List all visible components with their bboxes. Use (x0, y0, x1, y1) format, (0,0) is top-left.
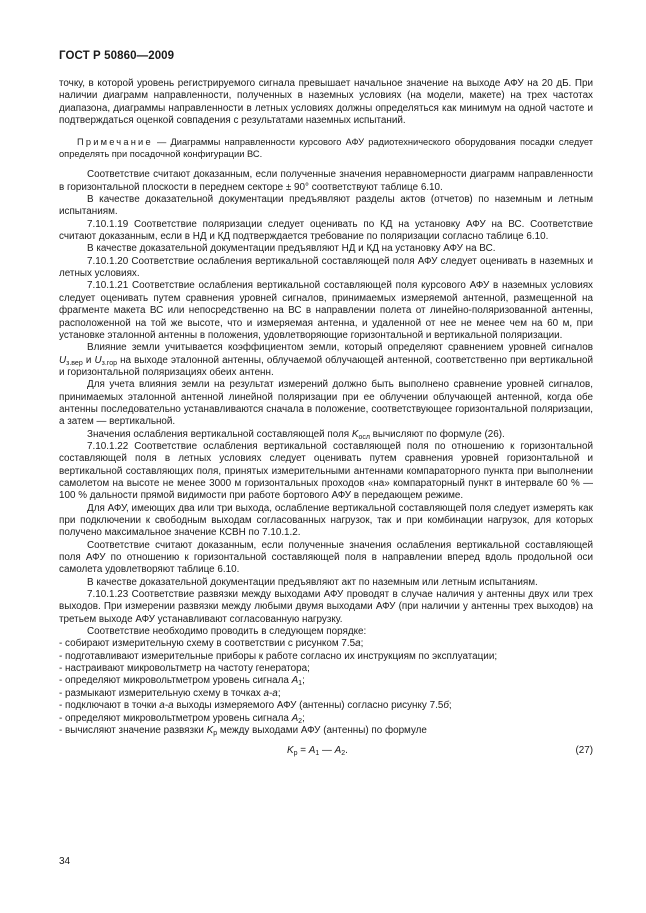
period: . (345, 745, 348, 757)
italic-letter: а-а (159, 700, 174, 712)
subscript: з.гор (101, 359, 117, 367)
italic-letter: а (355, 638, 361, 650)
subscript: осл (358, 433, 370, 441)
document-header: ГОСТ Р 50860—2009 (59, 50, 175, 62)
paragraph-formula-ref (59, 429, 593, 441)
clause-7-10-1-19: 7.10.1.19 Соответствие поляризации следует оценивать по КД на установку АФУ на ВС. Соответствие считают доказанным, если в НД и КД подтверждается требование по поляризации согласно таблице 6.10. (59, 218, 593, 243)
subscript: p (293, 750, 298, 758)
text: выходы измеряемого АФУ (антенны) согласно рисунку 7.5 (173, 700, 444, 712)
text: между выходами АФУ (антенны) по формуле (217, 724, 427, 736)
text: Влияние земли учитывается коэффициентом земли, который определяют сравнением уровней сигналов (87, 342, 593, 354)
symbol-u: U (94, 354, 102, 366)
text: и (82, 354, 95, 366)
clause-7-10-1-22: 7.10.1.22 Соответствие ослабления вертикальной составляющей поля по отношению к горизонтальной составляющей поля в летных условиях следует оценивать путем сравнения уровней горизонтальной и вертикальной составляющих поля, принятых измерительными антеннами компараторного пункта при выполнении самолетом на высоте не менее 3000 м горизонтальных проходов «на» компараторный пункт в интервале 60 % — 100 % дальности прямой видимости при работе бортового АФУ в передающем режиме. (59, 440, 593, 502)
paragraph: Соответствие необходимо проводить в следующем порядке: (87, 626, 367, 638)
page-body (59, 78, 593, 762)
symbol-a: A (291, 712, 299, 724)
text: вычисляют по формуле (26). (369, 428, 505, 440)
text: Значения ослабления вертикальной составляющей поля (87, 428, 352, 440)
list-item (59, 725, 593, 737)
text: ; (360, 638, 364, 650)
text: - размыкают измерительную схему в точках (59, 687, 264, 699)
symbol-k: K (206, 724, 214, 736)
symbol-a: A (308, 745, 316, 757)
formula-expression (287, 745, 348, 757)
note-text: — Диаграммы направленности курсового АФУ радиотехнического оборудования посадки следует определять при посадочной конфигурации ВС. (59, 137, 593, 160)
note-label: Примечание (77, 137, 153, 148)
clause-7-10-1-23: 7.10.1.23 Соответствие развязки между выходами АФУ проводят в случае наличия у антенны двух или трех выходов. При измерении развязки между любыми двумя выходами АФУ (при наличии у антенны трех выходов) на третьем выходе АФУ устанавливают согласованную нагрузку. (59, 589, 593, 625)
paragraph: В качестве доказательной документации предъявляют НД и КД на установку АФУ на ВС. (87, 243, 496, 255)
symbol-u: U (59, 354, 67, 366)
subscript: 1 (315, 750, 320, 758)
list-item: - настраивают микровольтметр на частоту генератора; (59, 663, 310, 675)
list-item (59, 675, 593, 687)
text: ; (302, 712, 305, 724)
clause-7-10-1-20: 7.10.1.20 Соответствие ослабления вертикальной составляющей поля АФУ следует оценивать в наземных и летных условиях. (59, 255, 593, 280)
subscript: p (213, 729, 218, 737)
paragraph: Соответствие считают доказанным, если полученные значения неравномерности диаграмм направленности в горизонтальной плоскости в переднем секторе ± 90° соответствуют таблице 6.10. (59, 169, 593, 193)
subscript: з.вер (66, 359, 83, 367)
symbol-k: K (351, 428, 359, 440)
symbol-a: A (334, 745, 342, 757)
formula-number: (27) (575, 745, 593, 757)
paragraph-ground-effect (59, 342, 593, 379)
clause-7-10-1-21: 7.10.1.21 Соответствие ослабления вертикальной составляющей поля курсового АФУ в наземных условиях следует оценивать путем сравнения уровней сигналов, принимаемых измеряемой антенной, размещенной на фрагменте макета ВС или непосредственно на ВС в направлении полета от линейно-поляризованной антенны, расположенной на той же высоте, что и измеряемая антенна, и удаленной от нее не менее чем на 60 м, при установке эталонной антенны в положения, удовлетворяющие горизонтальной и вертикальной поляризации. (59, 280, 593, 341)
minus-sign: — (319, 745, 335, 757)
text: - подключают в точки (59, 700, 160, 712)
formula-27 (59, 742, 593, 762)
list-item (59, 638, 593, 650)
italic-letter: а-а (263, 687, 278, 699)
text: - определяют микровольтметром уровень сигнала (59, 712, 292, 724)
list-item (59, 700, 593, 712)
text: - собирают измерительную схему в соответствии с рисунком 7.5 (59, 638, 356, 650)
text: ; (448, 700, 452, 712)
note (59, 136, 593, 160)
list-item: - подготавливают измерительные приборы к работе согласно их инструкциям по эксплуатации; (59, 650, 498, 662)
list-item (59, 688, 593, 700)
paragraph: Для учета влияния земли на результат измерений должно быть выполнено сравнение уровней сигналов, принимаемых эталонной антенной линейной поляризации при ее облучении облучающей антенной, когда обе антенны последовательно устанавливаются сначала в положение, соответствующее горизонтальной поляризации, а затем — вертикальной. (59, 379, 593, 428)
paragraph: В качестве доказательной документации предъявляют акт по наземным или летным испытаниям. (87, 576, 538, 588)
text: на выходе эталонной антенны, облучаемой облучающей антенной, соответственно при вертикальной и горизонтальной поляризациях обеих антенн. (59, 354, 593, 378)
text: - вычисляют значение развязки (59, 724, 207, 736)
italic-letter: б (443, 700, 449, 712)
symbol-a: A (291, 675, 299, 687)
text: ; (302, 675, 305, 687)
paragraph: точку, в которой уровень регистрируемого сигнала превышает начальное значение на выходе АФУ на 20 дБ. При наличии диаграмм направленности, полученных в наземных условиях (на модели, макете) на трех частотах диапазона, диаграммы направленности в летных условиях должны определяться как минимум на одной частоте и подтверждаться оценкой совпадения с результатами наземных испытаний. (59, 78, 593, 127)
text: - определяют микровольтметром уровень сигнала (59, 675, 292, 687)
symbol-k: K (287, 745, 294, 757)
equals-sign: = (297, 745, 309, 757)
text: ; (277, 687, 281, 699)
paragraph: Для АФУ, имеющих два или три выхода, ослабление вертикальной составляющей поля следует измерять как при подключении к свободным выходам согласованных нагрузок, так и при комбинации нагрузок, для которых получено максимальное значение КСВН по 7.10.1.2. (59, 502, 593, 539)
paragraph: Соответствие считают доказанным, если полученные значения ослабления вертикальной составляющей поля АФУ по отношению к горизонтальной составляющей поля в направлении вперед вдоль продольной оси самолета удовлетворяют таблице 6.10. (59, 539, 593, 576)
subscript: 2 (298, 717, 303, 725)
subscript: 2 (341, 750, 346, 758)
list-item (59, 713, 593, 725)
subscript: 1 (298, 680, 303, 688)
page-number: 34 (59, 856, 71, 867)
paragraph: В качестве доказательной документации предъявляют разделы актов (отчетов) по наземным и летным испытаниям. (59, 194, 593, 218)
